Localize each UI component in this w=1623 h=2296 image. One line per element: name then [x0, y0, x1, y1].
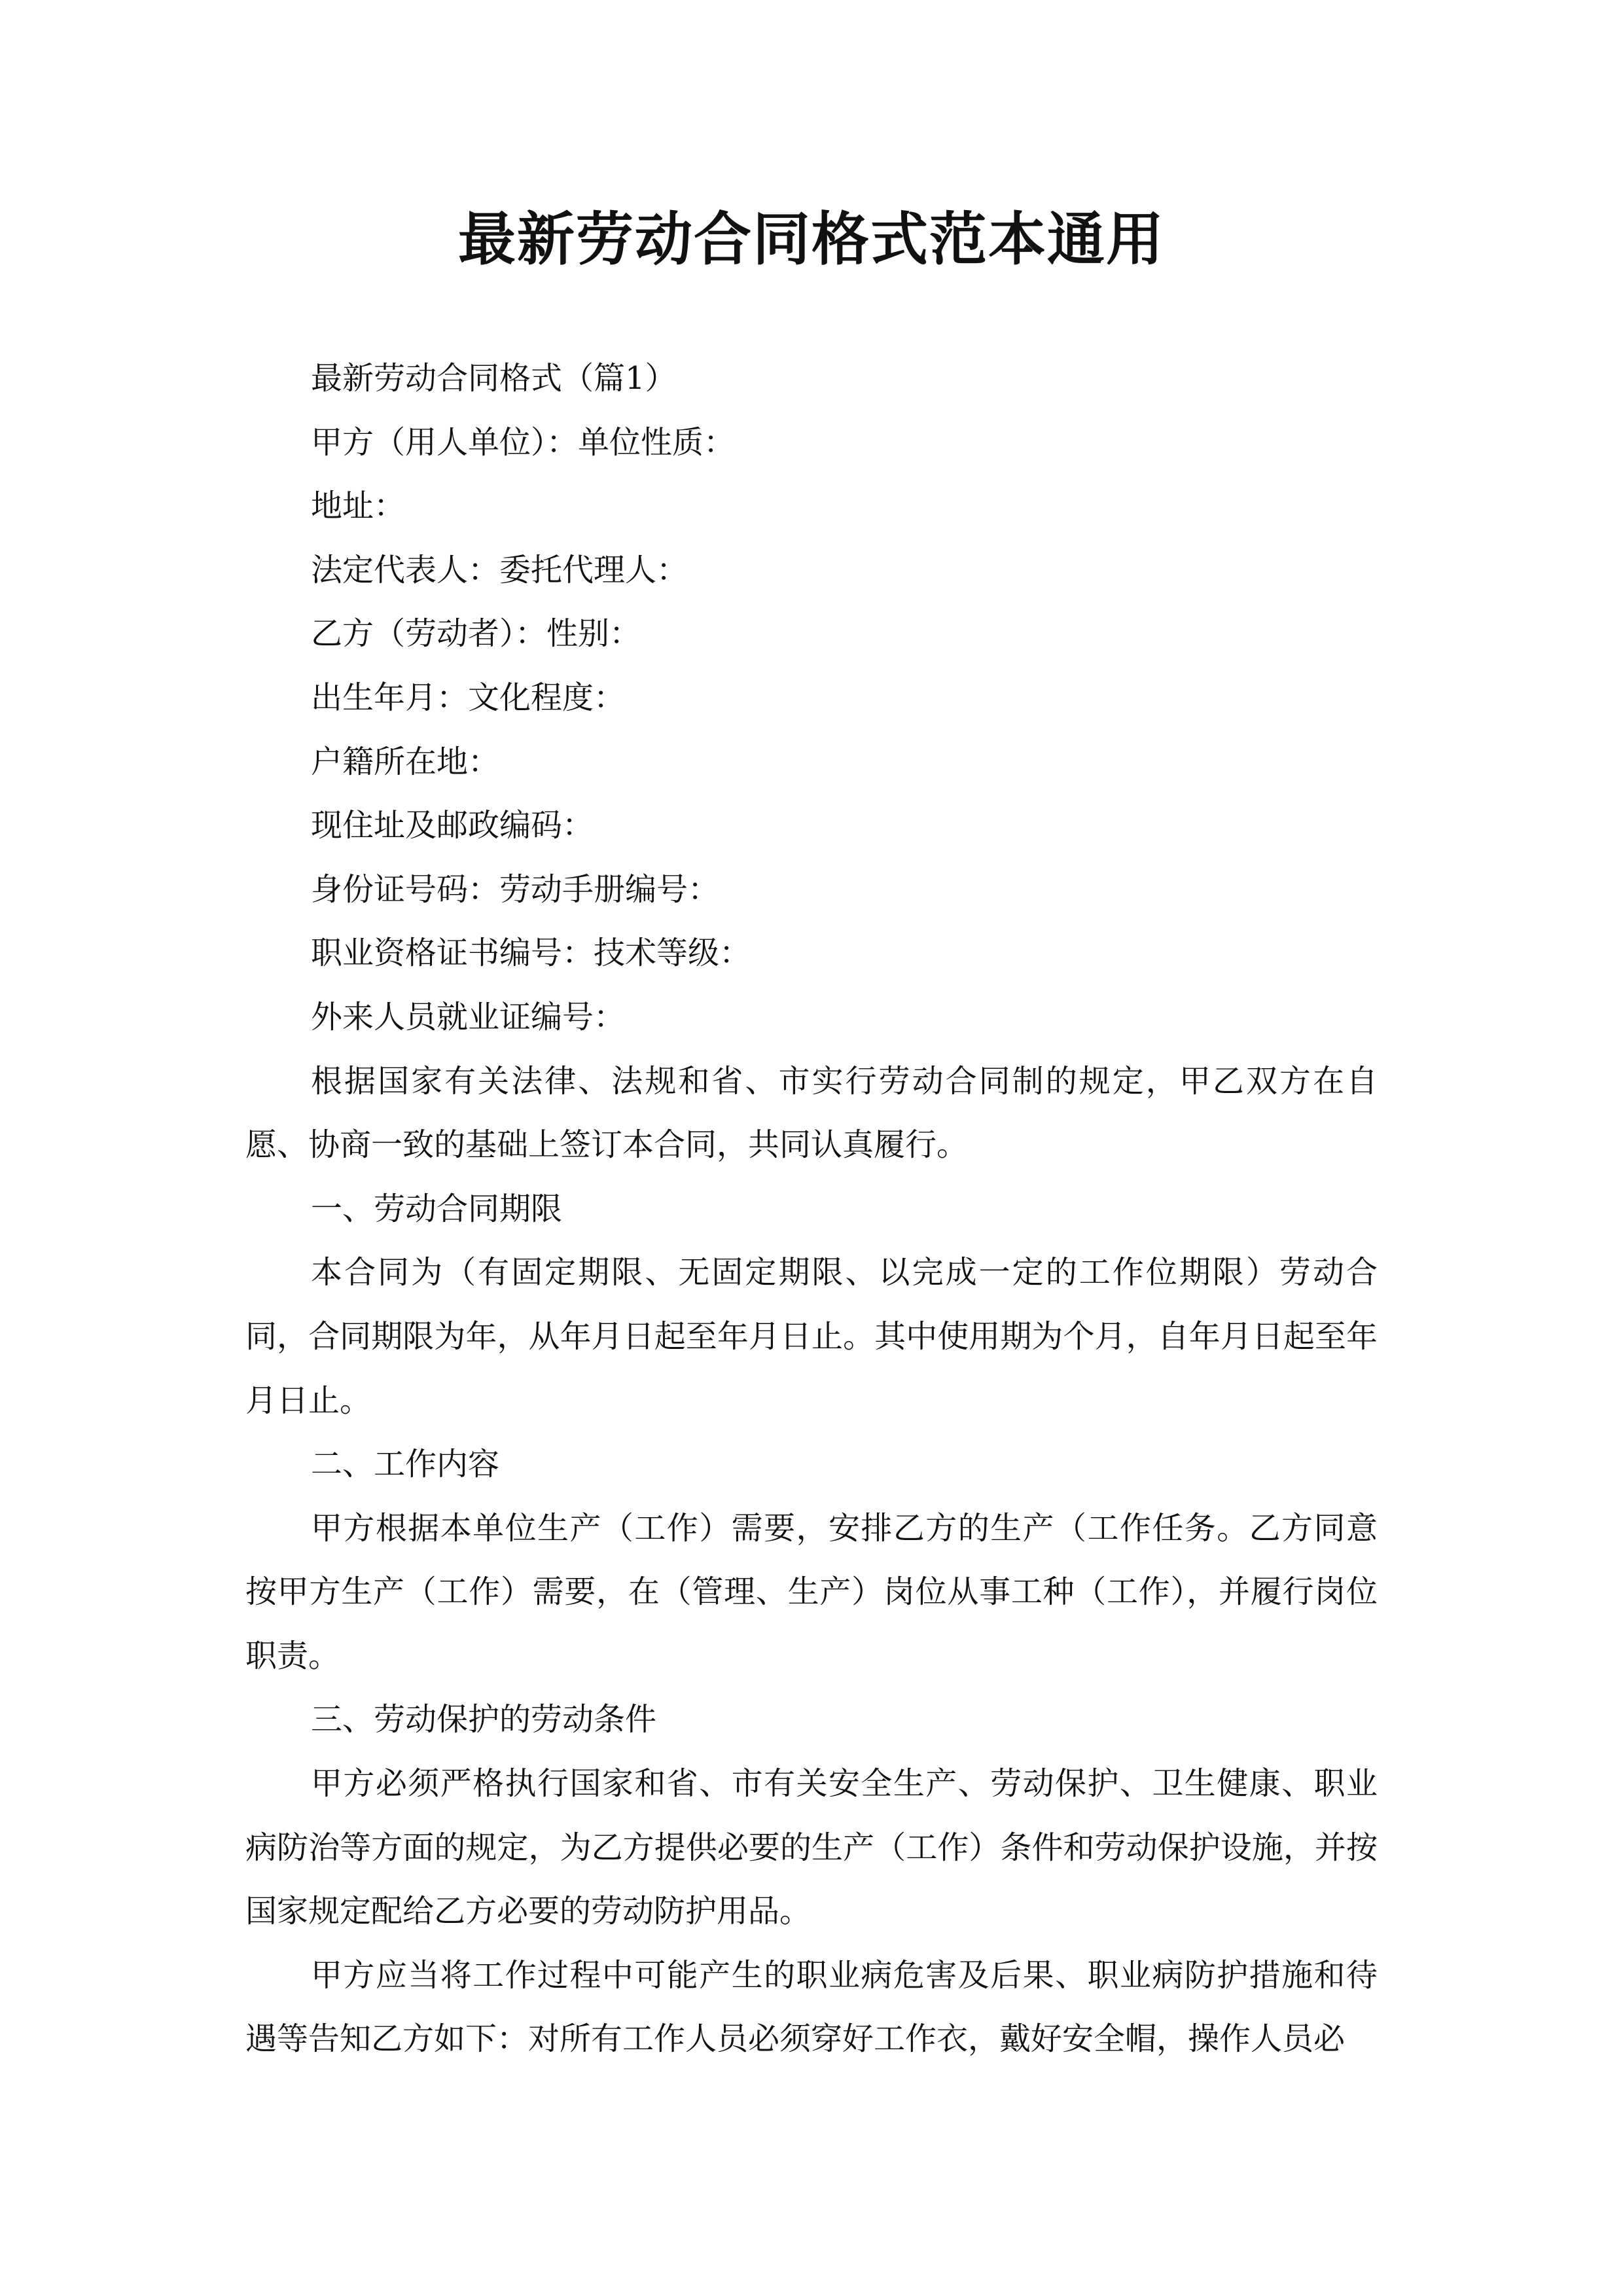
section-heading-labor-protection: 三、劳动保护的劳动条件 — [311, 1701, 657, 1738]
paragraph-term: 本合同为（有固定期限、无固定期限、以完成一定的工作位期限）劳动合同，合同期限为年，从年月日起至年月日止。其中使用期为个月，自年月日起至年月日止。 — [245, 1254, 1378, 1419]
field-employer: 甲方（用人单位）：单位性质： — [311, 423, 736, 461]
field-current-address: 现住址及邮政编码： — [311, 807, 594, 844]
paragraph-labor-protection: 甲方必须严格执行国家和省、市有关安全生产、劳动保护、卫生健康、职业病防治等方面的规定，为乙方提供必要的生产（工作）条件和劳动保护设施，并按国家规定配给乙方必要的劳动防护用品。 — [245, 1765, 1378, 1930]
field-id-number: 身份证号码：劳动手册编号： — [311, 870, 720, 908]
section-heading-work-content: 二、工作内容 — [311, 1446, 500, 1483]
paragraph-occupational-hazards: 甲方应当将工作过程中可能产生的职业病危害及后果、职业病防护措施和待遇等告知乙方如下：对所有工作人员必须穿好工作衣，戴好安全帽，操作人员必 — [245, 1956, 1378, 2058]
field-legal-representative: 法定代表人：委托代理人： — [311, 551, 688, 588]
field-employment-permit: 外来人员就业证编号： — [311, 998, 626, 1035]
paragraph-heading-part-1: 最新劳动合同格式（篇1） — [311, 360, 677, 397]
field-address: 地址： — [311, 488, 406, 525]
document-body — [245, 347, 1378, 2072]
paragraph-work-content: 甲方根据本单位生产（工作）需要，安排乙方的生产（工作任务。乙方同意按甲方生产（工作）需要，在（管理、生产）岗位从事工种（工作），并履行岗位职责。 — [245, 1509, 1378, 1674]
document-title: 最新劳动合同格式范本通用 — [457, 205, 1165, 273]
field-household-registration: 户籍所在地： — [311, 743, 500, 780]
section-heading-term: 一、劳动合同期限 — [311, 1190, 563, 1227]
field-employee: 乙方（劳动者）：性别： — [311, 615, 641, 653]
field-qualification: 职业资格证书编号：技术等级： — [311, 935, 751, 972]
paragraph-preamble: 根据国家有关法律、法规和省、市实行劳动合同制的规定，甲乙双方在自愿、协商一致的基础上签订本合同，共同认真履行。 — [245, 1062, 1378, 1164]
field-birth-education: 出生年月：文化程度： — [311, 679, 626, 716]
